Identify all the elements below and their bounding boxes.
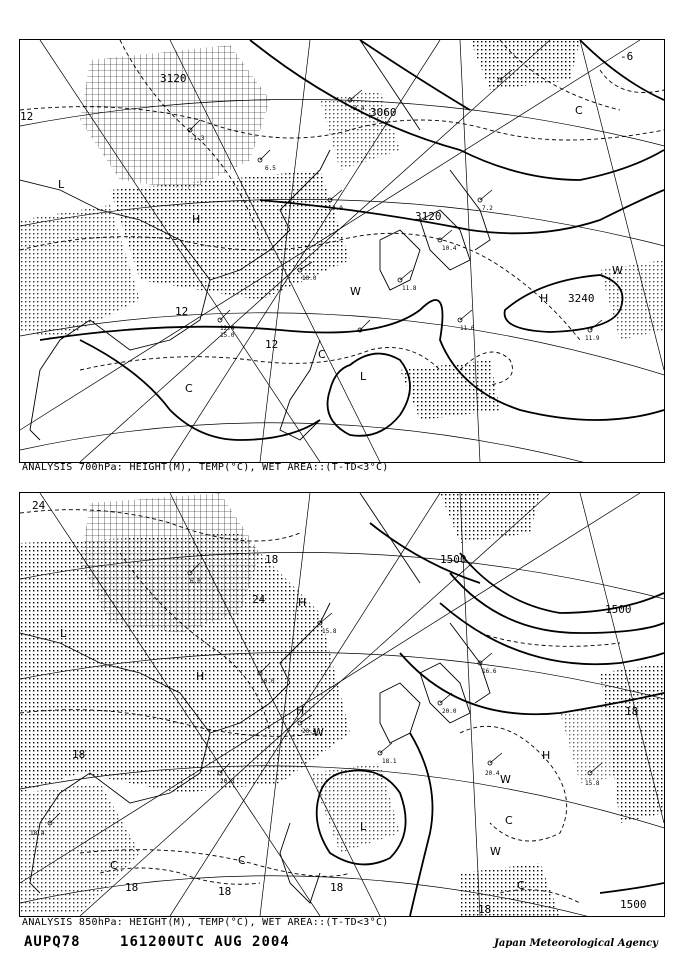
- contour-label: 12: [175, 305, 189, 318]
- chart-850hpa-map: [20, 493, 664, 916]
- contour-label: 1500: [620, 898, 647, 911]
- contour-label: 3120: [160, 72, 187, 85]
- svg-text:12.4: 12.4: [220, 325, 235, 332]
- svg-text:-3.4: -3.4: [350, 105, 365, 112]
- high-center-symbol: H: [298, 596, 307, 609]
- contour-label: 1500: [440, 553, 467, 566]
- chart-700hpa-caption: ANALYSIS 700hPa: HEIGHT(M), TEMP(°C), WET AREA::(T-TD<3°C): [22, 462, 389, 473]
- contour-label: 12: [265, 338, 279, 351]
- svg-text:16.6: 16.6: [482, 668, 497, 675]
- contour-label: 18: [218, 885, 232, 898]
- svg-text:18.4: 18.4: [30, 830, 45, 837]
- svg-text:10.0: 10.0: [260, 678, 275, 685]
- contour-label: 18: [478, 903, 492, 916]
- low-center-symbol: L: [60, 627, 67, 640]
- svg-text:11.8: 11.8: [402, 285, 417, 292]
- contour-label: 3120: [415, 210, 442, 223]
- svg-text:7.2: 7.2: [482, 205, 493, 212]
- agency-credit: Japan Meteorological Agency: [494, 938, 658, 949]
- svg-text:10.0: 10.0: [302, 275, 317, 282]
- svg-text:11.6: 11.6: [460, 325, 475, 332]
- high-center-symbol: H: [192, 213, 201, 226]
- high-center-symbol: H: [542, 749, 551, 762]
- chart-700hpa-map: [20, 40, 664, 462]
- svg-text:-1.3: -1.3: [190, 135, 205, 142]
- cold-center-symbol: C: [575, 104, 583, 117]
- svg-text:18.1: 18.1: [382, 758, 397, 765]
- analysis-chart-700hpa: [19, 39, 665, 463]
- cold-center-symbol: C: [517, 879, 525, 892]
- high-center-symbol: H: [196, 670, 205, 683]
- contour-label: -6: [620, 50, 634, 63]
- warm-center-symbol: W: [500, 773, 511, 786]
- contour-label: 18: [125, 881, 139, 894]
- cold-center-symbol: C: [110, 859, 118, 872]
- footer-product-info: [24, 934, 320, 950]
- analysis-chart-850hpa: [19, 492, 665, 917]
- warm-center-symbol: W: [490, 845, 501, 858]
- wet-area-shading: [20, 493, 664, 916]
- high-center-symbol: H: [296, 704, 305, 717]
- contour-label: 3240: [568, 292, 595, 305]
- cold-center-symbol: C: [185, 382, 193, 395]
- valid-time: 161200UTC AUG 2004: [120, 934, 290, 950]
- low-center-symbol: L: [58, 178, 65, 191]
- warm-center-symbol: W: [350, 285, 361, 298]
- svg-text:20.4: 20.4: [302, 728, 317, 735]
- contour-label: 1500: [605, 603, 632, 616]
- svg-text:2.0: 2.0: [332, 205, 343, 212]
- svg-text:20.4: 20.4: [485, 770, 500, 777]
- svg-text:20.8: 20.8: [220, 778, 235, 785]
- svg-text:6.5: 6.5: [265, 165, 276, 172]
- low-center-symbol: L: [360, 370, 367, 383]
- svg-text:6.0: 6.0: [190, 578, 201, 585]
- chart-850hpa-caption: ANALYSIS 850hPa: HEIGHT(M), TEMP(°C), WET AREA::(T-TD<3°C): [22, 917, 389, 928]
- contour-label: 18: [265, 553, 279, 566]
- contour-label: 18: [625, 705, 639, 718]
- high-center-symbol: H: [540, 292, 549, 305]
- warm-center-symbol: W: [313, 726, 324, 739]
- contour-label: 3060: [370, 106, 397, 119]
- svg-text:11.9: 11.9: [585, 335, 600, 342]
- svg-text:15.8: 15.8: [322, 628, 337, 635]
- svg-text:10.4: 10.4: [442, 245, 457, 252]
- product-code: AUPQ78: [24, 934, 81, 950]
- svg-text:15.0: 15.0: [220, 332, 235, 339]
- cold-center-symbol: C: [238, 854, 246, 867]
- cold-center-symbol: C: [318, 348, 326, 361]
- svg-text:15.8: 15.8: [585, 780, 600, 787]
- cold-center-symbol: C: [505, 814, 513, 827]
- contour-label: 24: [252, 593, 266, 606]
- warm-center-symbol: W: [612, 264, 623, 277]
- contour-label: 24: [32, 499, 46, 512]
- contour-label: 12: [20, 110, 34, 123]
- low-center-symbol: L: [360, 820, 367, 833]
- svg-text:20.0: 20.0: [442, 708, 457, 715]
- contour-label: 18: [330, 881, 344, 894]
- contour-label: 18: [72, 748, 86, 761]
